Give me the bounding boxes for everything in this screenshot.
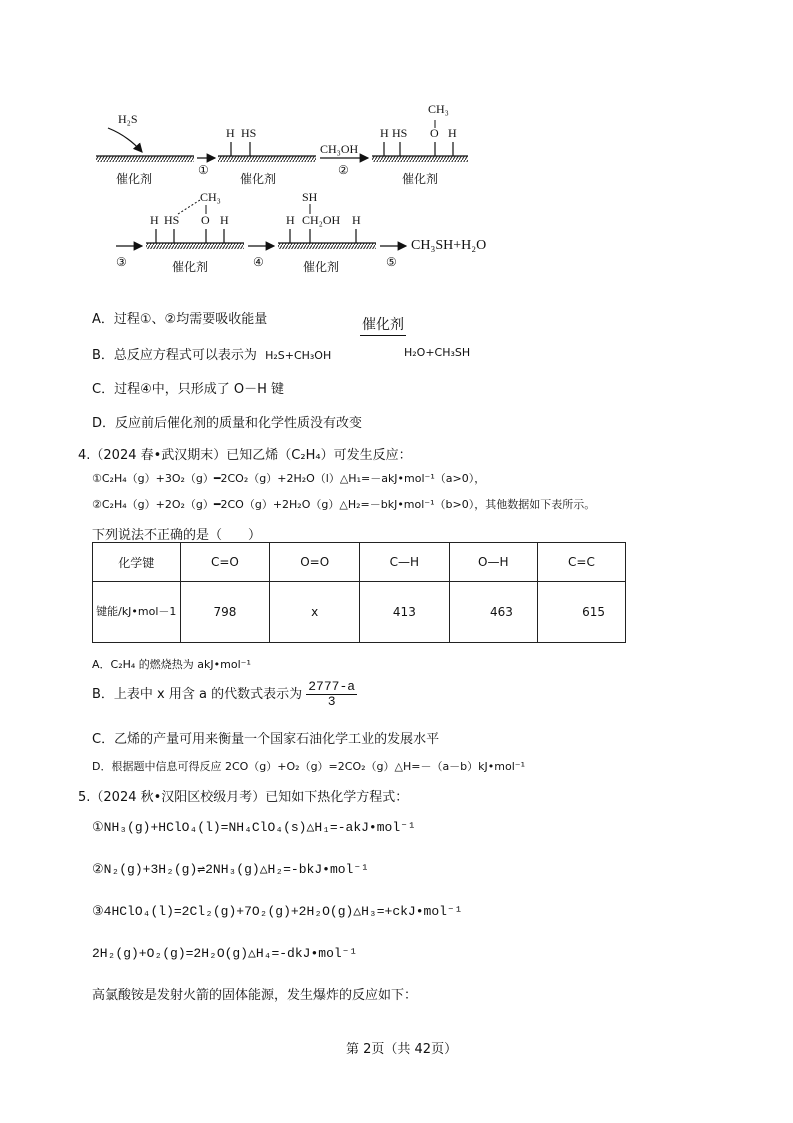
q5-equation-1: ①NH₃(g)+HClO₄(l)=NH₄ClO₄(s)△H₁=-akJ•mol⁻¹ xyxy=(92,820,416,835)
table-row xyxy=(93,582,626,643)
q3-option-b xyxy=(92,344,331,363)
q3-option-b-condition: 催化剂 xyxy=(360,314,406,336)
q4-option-a: A．C₂H₄ 的燃烧热为 akJ•mol⁻¹ xyxy=(92,658,251,671)
catalyst-surface-4 xyxy=(146,243,244,249)
stage5-h: H xyxy=(286,213,295,227)
table-header-cell: O—H xyxy=(449,543,537,582)
q4-question: 下列说法不正确的是（ ） xyxy=(92,528,262,543)
stage5-ch2oh: CH₂OH xyxy=(302,213,341,227)
step1-label: ① xyxy=(198,163,209,177)
page-footer: 第 2页（共 42页） xyxy=(346,1042,458,1057)
stage4-o: O xyxy=(201,213,210,227)
table-header-cell: C—H xyxy=(360,543,450,582)
q5-stem: 5.（2024 秋•汉阳区校级月考）已知如下热化学方程式： xyxy=(78,790,409,805)
catalyst-label-3: 催化剂 xyxy=(402,172,439,186)
table-header-row xyxy=(93,543,626,582)
table-cell: 463 xyxy=(449,582,537,643)
q4-option-b xyxy=(92,680,357,709)
step3-label: ③ xyxy=(116,255,127,269)
adsorption-arrow xyxy=(108,128,142,152)
table-cell: 615 xyxy=(537,582,625,643)
q5-equation-4: 2H₂(g)+O₂(g)=2H₂O(g)△H₄=-dkJ•mol⁻¹ xyxy=(92,946,358,961)
catalyst-label-1: 催化剂 xyxy=(116,172,153,186)
table-cell: 798 xyxy=(180,582,270,643)
q4-option-d: D．根据题中信息可得反应 2CO（g）+O₂（g）=2CO₂（g）△H=－（a－b）kJ•mol⁻¹ xyxy=(92,760,525,773)
step2-label: ② xyxy=(338,163,349,177)
stage4-h: H xyxy=(150,213,159,227)
stage3-ch3: CH₃ xyxy=(428,102,449,116)
q4-equation-2: ②C₂H₄（g）+2O₂（g）━2CO（g）+2H₂O（g）△H₂=－bkJ•mol⁻¹（b>0），其他数据如下表所示。 xyxy=(92,498,596,511)
product-label: CH₃SH+H₂O xyxy=(411,238,487,253)
h2s-label: H₂S xyxy=(118,112,138,126)
q4-stem: 4.（2024 春•武汉期末）已知乙烯（C₂H₄）可发生反应： xyxy=(78,448,412,463)
step4-label: ④ xyxy=(253,255,264,269)
step5-label: ⑤ xyxy=(386,255,397,269)
table-header-cell: 化学键 xyxy=(93,543,181,582)
q4-option-b-prefix: B．上表中 x 用含 a 的代数式表示为 xyxy=(92,687,303,702)
fraction-numerator: 2777-a xyxy=(308,679,356,694)
catalyst-surface-2 xyxy=(218,156,316,162)
stage5-sh: SH xyxy=(302,190,318,204)
catalyst-label-4: 催化剂 xyxy=(172,260,209,274)
q5-equation-3: ③4HClO₄(l)=2Cl₂(g)+7O₂(g)+2H₂O(g)△H₃=+ckJ•mol⁻¹ xyxy=(92,904,463,919)
catalyst-label-5: 催化剂 xyxy=(303,260,340,274)
q3-option-c: C．过程④中，只形成了 O－H 键 xyxy=(92,382,285,397)
q4-option-c: C．乙烯的产量可用来衡量一个国家石油化学工业的发展水平 xyxy=(92,732,440,747)
stage3-h: H xyxy=(380,126,389,140)
stage4-hs: HS xyxy=(164,213,180,227)
stage3-o: O xyxy=(430,126,439,140)
table-row-label: 键能/kJ•mol－1 xyxy=(93,582,181,643)
table-cell: x xyxy=(270,582,360,643)
fraction-denominator: 3 xyxy=(327,694,336,709)
q3-option-b-reactants: H₂S+CH₃OH xyxy=(265,349,332,362)
q5-text: 高氯酸铵是发射火箭的固体能源，发生爆炸的反应如下： xyxy=(92,988,418,1003)
q3-option-b-products: H₂O+CH₃SH xyxy=(404,346,471,359)
q3-option-b-prefix: B．总反应方程式可以表示为 xyxy=(92,348,257,363)
stage4-ch3: CH₃ xyxy=(200,190,221,204)
table-cell: 413 xyxy=(360,582,450,643)
catalyst-surface-1 xyxy=(96,156,194,162)
table-header-cell: O=O xyxy=(270,543,360,582)
catalyst-surface-5 xyxy=(278,243,376,249)
q3-option-a: A．过程①、②均需要吸收能量 xyxy=(92,312,268,327)
bond-energy-table xyxy=(92,542,626,643)
catalyst-label-2: 催化剂 xyxy=(240,172,277,186)
stage2-h: H xyxy=(226,126,235,140)
stage3-h2: H xyxy=(448,126,457,140)
q3-option-d: D．反应前后催化剂的质量和化学性质没有改变 xyxy=(92,416,363,431)
mechanism-diagram xyxy=(0,0,793,290)
q4-equation-1: ①C₂H₄（g）+3O₂（g）━2CO₂（g）+2H₂O（l）△H₁=－akJ•mol⁻¹（a>0）， xyxy=(92,472,486,485)
catalyst-surface-3 xyxy=(372,156,468,162)
table-header-cell: C=O xyxy=(180,543,270,582)
stage4-h2: H xyxy=(220,213,229,227)
table-header-cell: C=C xyxy=(537,543,625,582)
stage5-h2: H xyxy=(352,213,361,227)
q4-option-b-fraction xyxy=(306,680,357,709)
ch3oh-label: CH₃OH xyxy=(320,142,359,156)
stage2-hs: HS xyxy=(241,126,257,140)
stage3-hs: HS xyxy=(392,126,408,140)
q5-equation-2: ②N₂(g)+3H₂(g)⇌2NH₃(g)△H₂=-bkJ•mol⁻¹ xyxy=(92,862,369,877)
